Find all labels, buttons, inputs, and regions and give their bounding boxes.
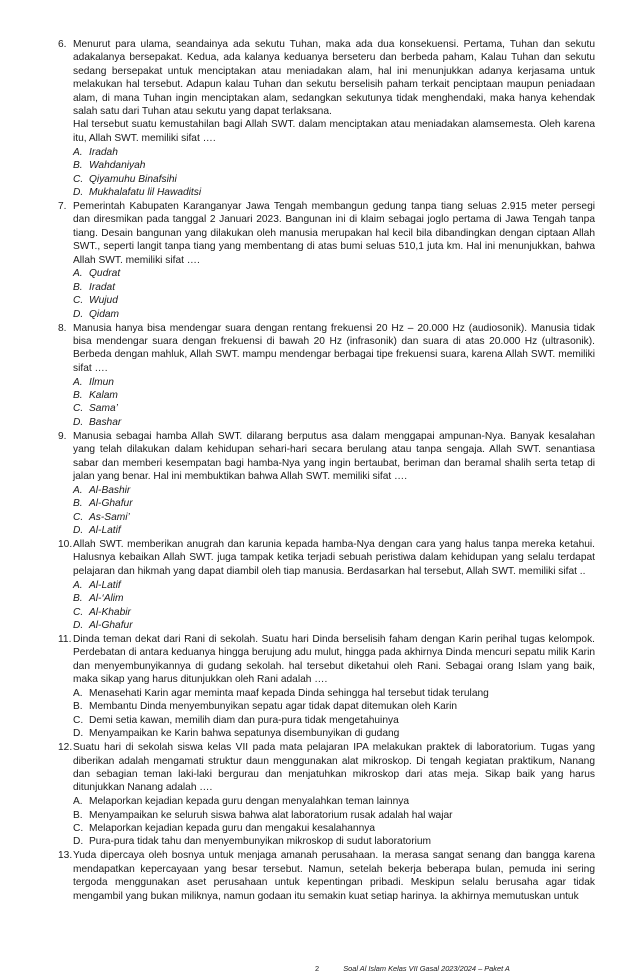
answer-option[interactable] bbox=[73, 714, 595, 727]
question-number: 9. bbox=[58, 430, 67, 442]
option-text: Mukhalafatu lil Hawaditsi bbox=[89, 186, 202, 198]
answer-option[interactable] bbox=[73, 619, 595, 632]
option-text: Qidam bbox=[89, 308, 120, 320]
question-body bbox=[73, 200, 595, 321]
option-text: Ilmun bbox=[89, 376, 114, 388]
question-stem: Dinda teman dekat dari Rani di sekolah. Suatu hari Dinda berselisih faham dengan Karin perihal tugas kelompok. Perdebatan di antara keduanya hingga berujung adu mulut, hingga pada akhirnya Dinda mencuri sepatu milik Karin dan menyembunyikannya di gudang sekolah. hal tersebut diketahui oleh Rani. Sebagai orang Islam yang baik, maka sikap yang harus ditunjukkan oleh Rani adalah …. bbox=[73, 633, 595, 686]
option-text: Al-Latif bbox=[89, 525, 121, 537]
answer-option[interactable] bbox=[73, 389, 595, 402]
option-text: Al-Bashir bbox=[89, 484, 131, 496]
option-letter: B. bbox=[73, 498, 83, 510]
answer-option[interactable] bbox=[73, 497, 595, 510]
page-number: 2 bbox=[315, 964, 320, 973]
question-12 bbox=[58, 741, 595, 849]
option-text: Melaporkan kejadian kepada guru dengan menyalahkan teman lainnya bbox=[89, 796, 409, 808]
answer-option[interactable] bbox=[73, 592, 595, 605]
option-text: Menasehati Karin agar meminta maaf kepada Dinda sehingga hal tersebut tidak terulang bbox=[89, 688, 489, 699]
question-body bbox=[73, 849, 595, 903]
answer-options bbox=[73, 687, 595, 741]
option-text: Al-Ghafur bbox=[89, 619, 133, 631]
option-letter: B. bbox=[73, 593, 83, 605]
answer-option[interactable] bbox=[73, 294, 595, 307]
option-letter: D. bbox=[73, 525, 84, 537]
option-letter: C. bbox=[73, 295, 84, 307]
question-10 bbox=[58, 538, 595, 632]
answer-option[interactable] bbox=[73, 308, 595, 321]
option-text: Qudrat bbox=[89, 268, 121, 280]
answer-option[interactable] bbox=[73, 402, 595, 415]
answer-option[interactable] bbox=[73, 606, 595, 619]
answer-options bbox=[73, 376, 595, 430]
option-text: Pura-pura tidak tahu dan menyembunyikan mikroskop di sudut laboratorium bbox=[89, 836, 432, 848]
question-stem: Manusia hanya bisa mendengar suara dengan rentang frekuensi 20 Hz – 20.000 Hz (audiosonik). Manusia tidak bisa mendengar suara dengan frekuensi di bawah 20 Hz (infrasonik) dan suara di atas 20.000 Hz (ultrasonik). Berbeda dengan mahluk, Allah SWT. mampu mendengar berbagai tipe frekuensi suara, karena Allah SWT. memiliki sifat …. bbox=[73, 322, 595, 374]
option-text: As-Sami’ bbox=[89, 511, 130, 523]
option-text: Wahdaniyah bbox=[89, 160, 146, 172]
question-number: 10. bbox=[58, 539, 73, 551]
answer-options bbox=[73, 579, 595, 633]
option-text: Qiyamuhu Binafsihi bbox=[89, 173, 177, 185]
option-text: Al-Khabir bbox=[89, 606, 131, 618]
answer-options bbox=[73, 484, 595, 538]
question-stem: Pemerintah Kabupaten Karanganyar Jawa Tengah membangun gedung tanpa tiang seluas 2.915 meter persegi dan diresmikan pada tanggal 2 Januari 2023. Bangunan ini di klaim sebagai joglo pertama di Jawa Tengah tanpa tiang. Desain bangunan yang dilakukan oleh manusia merupakan hal kecil bila dibandingkan dengan ciptaan Allah SWT., seperti langit tanpa tiang yang membentang di atas bumi seluas 510,1 juta km. Hal ini menunjukkan, bahwa Allah SWT. memiliki sifat …. bbox=[73, 200, 595, 266]
question-stem-continued: Hal tersebut suatu kemustahilan bagi Allah SWT. dalam menciptakan atau meniadakan alamsemesta. Oleh karena itu, Allah SWT. memiliki sifat …. bbox=[73, 119, 595, 144]
answer-option[interactable] bbox=[73, 484, 595, 497]
answer-option[interactable] bbox=[73, 809, 595, 822]
answer-option[interactable] bbox=[73, 822, 595, 835]
answer-option[interactable] bbox=[73, 687, 595, 700]
option-letter: C. bbox=[73, 606, 84, 618]
question-stem: Suatu hari di sekolah siswa kelas VII pada mata pelajaran IPA melakukan praktek di laboratorium. Tugas yang diberikan adalah mengamati struktur daun menggunakan alat mikroskop. Di tengah kegiatan praktikum, Nanang dan sebagian teman laki-laki bergurau dan menjatuhkan mikroskop dari atas meja. Sikap baik yang harus ditunjukkan Nanang adalah …. bbox=[73, 742, 595, 794]
option-letter: C. bbox=[73, 511, 84, 523]
question-number: 12. bbox=[58, 742, 73, 754]
question-11 bbox=[58, 633, 595, 741]
answer-option[interactable] bbox=[73, 511, 595, 524]
answer-option[interactable] bbox=[73, 267, 595, 280]
question-stem: Menurut para ulama, seandainya ada sekutu Tuhan, maka ada dua konsekuensi. Pertama, Tuhan dan sekutu adakalanya bersepakat. Kedua, ada kalanya keduanya berseteru dan berbeda paham, Kalau Tuhan dan sekutu sedang bersepakat untuk menciptakan atau meniadakan alam, hal ini menunjukkan adanya kerjasama untuk melakukan hal tersebut. Adapun kalau Tuhan dan sekutu berselisih paham terkait penciptaan maupun peniadaan alam, di mana Tuhan ingin menciptakan alam, sedangkan sekutunya tidak menghendaki, maka hanya kehendak salah satu dari Tuhan atau sekutu yang dapat terlaksana. bbox=[73, 39, 595, 118]
option-letter: B. bbox=[73, 281, 83, 293]
option-letter: A. bbox=[73, 376, 83, 388]
option-letter: B. bbox=[73, 701, 83, 713]
option-text: Melaporkan kejadian kepada guru dan mengakui kesalahannya bbox=[89, 823, 376, 835]
option-text: Membantu Dinda menyembunyikan sepatu agar tidak dapat ditemukan oleh Karin bbox=[89, 701, 458, 713]
question-number: 11. bbox=[58, 633, 72, 645]
question-body bbox=[73, 430, 595, 538]
answer-option[interactable] bbox=[73, 579, 595, 592]
question-list bbox=[58, 38, 595, 904]
option-text: Menyampaikan ke Karin bahwa sepatunya disembunyikan di gudang bbox=[89, 728, 400, 740]
question-7 bbox=[58, 200, 595, 321]
question-body bbox=[73, 38, 595, 199]
answer-options bbox=[73, 146, 595, 200]
footer-title: Soal Al Islam Kelas VII Gasal 2023/2024 – Paket A bbox=[343, 964, 510, 973]
option-text: Sama’ bbox=[89, 403, 118, 415]
option-letter: B. bbox=[73, 390, 83, 402]
option-letter: C. bbox=[73, 714, 84, 726]
question-9 bbox=[58, 430, 595, 538]
option-letter: A. bbox=[73, 268, 83, 280]
option-letter: D. bbox=[73, 728, 84, 740]
option-letter: D. bbox=[73, 416, 84, 428]
answer-option[interactable] bbox=[73, 159, 595, 172]
answer-options bbox=[73, 795, 595, 849]
option-letter: C. bbox=[73, 403, 84, 415]
page-footer bbox=[315, 964, 510, 973]
question-stem: Allah SWT. memberikan anugrah dan karunia kepada hamba-Nya dengan cara yang halus tanpa mereka ketahui. Halusnya kebaikan Allah SWT. juga tampak ketika terjadi sebuah peristiwa dalam kehidupan yang selalu terdapat pelajaran dan hikmah yang dapat diambil oleh tiap manusia. Berdasarkan hal tersebut, Allah SWT. memiliki sifat .. bbox=[73, 539, 595, 577]
option-letter: B. bbox=[73, 160, 83, 172]
question-number: 7. bbox=[58, 200, 67, 212]
option-text: Menyampaikan ke seluruh siswa bahwa alat laboratorium rusak adalah hal wajar bbox=[89, 809, 453, 821]
option-letter: D. bbox=[73, 308, 84, 320]
answer-option[interactable] bbox=[73, 416, 595, 429]
option-letter: D. bbox=[73, 619, 84, 631]
option-letter: A. bbox=[73, 484, 83, 496]
question-number: 13. bbox=[58, 850, 73, 862]
question-number: 8. bbox=[58, 322, 67, 334]
option-text: Wujud bbox=[89, 295, 118, 307]
option-letter: B. bbox=[73, 809, 83, 821]
option-text: Bashar bbox=[89, 416, 122, 428]
question-stem: Yuda dipercaya oleh bosnya untuk menjaga amanah perusahaan. Ia merasa sangat senang dan bangga karena mendapatkan kepercayaan yang besar tersebut. Namun, setelah bekerja beberapa bulan, pemuda ini sering tergoda menggunakan aset perusahaan untuk kepentingan pribadi. Meskipun selalu berusaha agar tidak mengambil yang bukan miliknya, namun godaan itu semakin kuat setiap harinya. Ia akhirnya memutuskan untuk bbox=[73, 850, 595, 902]
option-text: Al-Ghafur bbox=[89, 498, 133, 510]
option-letter: A. bbox=[73, 688, 83, 699]
question-number: 6. bbox=[58, 39, 67, 50]
option-letter: A. bbox=[73, 579, 83, 591]
answer-option[interactable] bbox=[73, 186, 595, 199]
option-letter: A. bbox=[73, 146, 83, 158]
answer-option[interactable] bbox=[73, 146, 595, 159]
option-text: Iradat bbox=[89, 281, 116, 293]
option-letter: C. bbox=[73, 173, 84, 185]
option-letter: C. bbox=[73, 823, 84, 835]
option-text: Demi setia kawan, memilih diam dan pura-pura tidak mengetahuinya bbox=[89, 714, 399, 726]
question-13 bbox=[58, 849, 595, 903]
answer-options bbox=[73, 267, 595, 321]
answer-option[interactable] bbox=[73, 376, 595, 389]
answer-option[interactable] bbox=[73, 281, 595, 294]
question-body bbox=[73, 538, 595, 632]
option-text: Al-‘Alim bbox=[89, 593, 124, 605]
question-body bbox=[73, 633, 595, 741]
question-6 bbox=[58, 38, 595, 199]
option-text: Iradah bbox=[89, 146, 118, 158]
answer-option[interactable] bbox=[73, 795, 595, 808]
option-text: Kalam bbox=[89, 390, 118, 402]
option-letter: A. bbox=[73, 796, 83, 808]
question-body bbox=[73, 322, 595, 430]
question-body bbox=[73, 741, 595, 849]
question-8 bbox=[58, 322, 595, 430]
answer-option[interactable] bbox=[73, 835, 595, 848]
answer-option[interactable] bbox=[73, 727, 595, 740]
option-text: Al-Latif bbox=[89, 579, 121, 591]
option-letter: D. bbox=[73, 836, 84, 848]
answer-option[interactable] bbox=[73, 700, 595, 713]
question-stem: Manusia sebagai hamba Allah SWT. dilarang berputus asa dalam menggapai ampunan-Nya. Banyak kesalahan yang telah dilakukan dalam kehidupan sehari-hari secara berulang atau tanpa sengaja. Allah SWT. senantiasa sabar dan memberi kesempatan bagi hamba-Nya yang ingin bertaubat, beriman dan beramal shalih serta tetap di jalan yang benar. Hal ini membuktikan bahwa Allah SWT. memiliki sifat …. bbox=[73, 430, 595, 482]
option-letter: D. bbox=[73, 186, 84, 198]
answer-option[interactable] bbox=[73, 524, 595, 537]
answer-option[interactable] bbox=[73, 173, 595, 186]
